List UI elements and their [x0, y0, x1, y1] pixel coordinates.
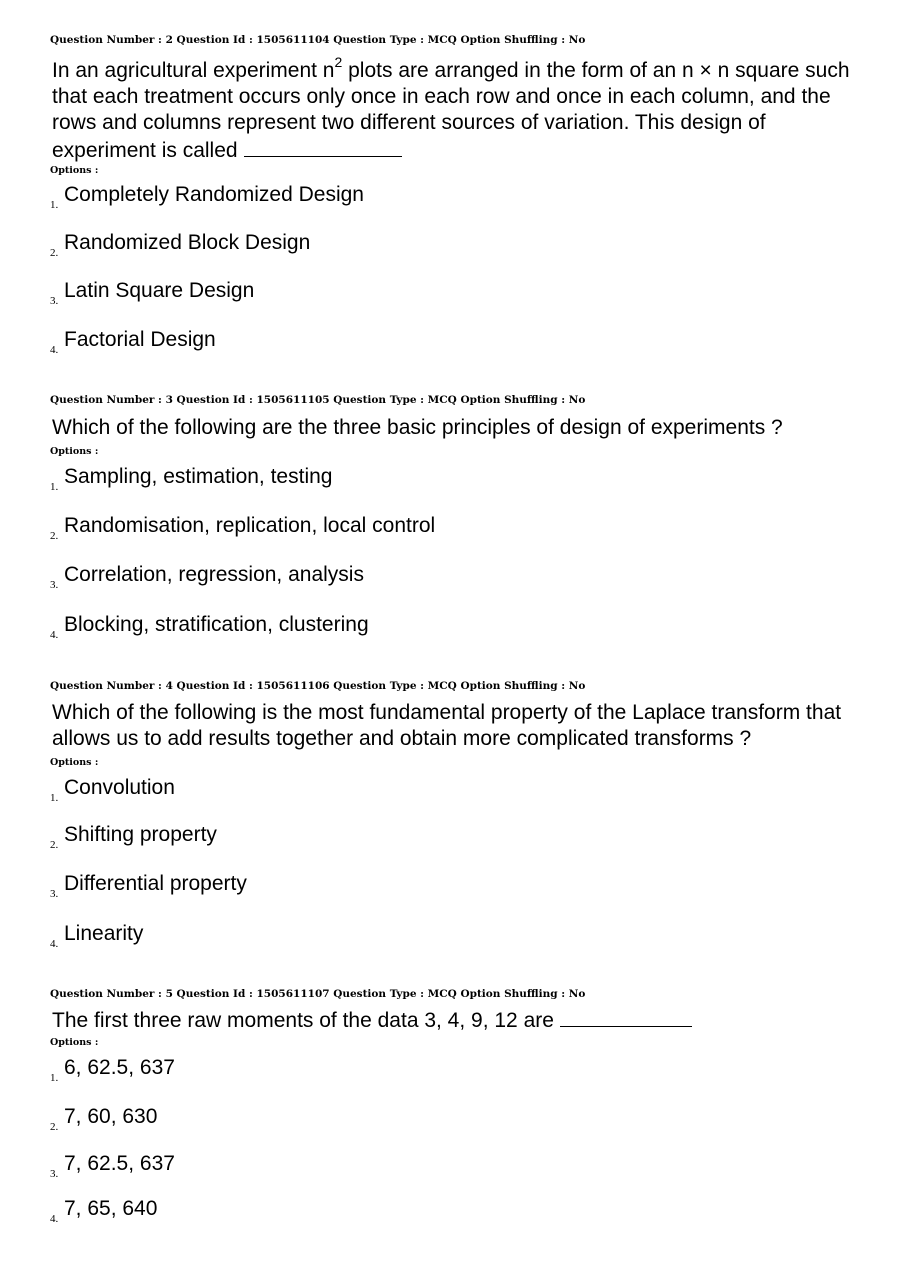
option-text: Factorial Design — [64, 328, 216, 351]
option-number: 4. — [50, 629, 59, 641]
superscript: 2 — [334, 54, 343, 70]
option-number: 2. — [50, 1121, 59, 1133]
question-text-part1: In an agricultural experiment n — [52, 59, 335, 82]
option-number: 2. — [50, 247, 59, 259]
option-text: Convolution — [64, 776, 175, 799]
options-label: Options : — [50, 165, 99, 176]
option-text: 7, 65, 640 — [64, 1197, 158, 1220]
option-number: 1. — [50, 481, 59, 493]
option-text: Latin Square Design — [64, 279, 255, 302]
question-text — [52, 1006, 852, 1034]
option-number: 3. — [50, 888, 59, 900]
question-header: Question Number : 3 Question Id : 1505611105 Question Type : MCQ Option Shuffling : No — [50, 394, 586, 406]
option-number: 1. — [50, 1072, 59, 1084]
option-text: Randomized Block Design — [64, 231, 311, 254]
options-label: Options : — [50, 446, 99, 457]
option-number: 1. — [50, 199, 59, 211]
option-number: 2. — [50, 839, 59, 851]
question-text: Which of the following are the three basic principles of design of experiments ? — [52, 416, 783, 439]
question-text: Which of the following is the most fundamental property of the Laplace transform that allows us to add results together and obtain more complicated transforms ? — [52, 701, 842, 750]
question-text — [52, 54, 852, 164]
option-number: 3. — [50, 1168, 59, 1180]
option-text: Randomisation, replication, local control — [64, 514, 436, 537]
options-label: Options : — [50, 757, 99, 768]
option-number: 4. — [50, 344, 59, 356]
option-number: 3. — [50, 579, 59, 591]
option-text: Sampling, estimation, testing — [64, 465, 333, 488]
question-text-main: The first three raw moments of the data 3, 4, 9, 12 are — [52, 1009, 554, 1032]
question-header: Question Number : 4 Question Id : 1505611106 Question Type : MCQ Option Shuffling : No — [50, 680, 586, 692]
option-text: Blocking, stratification, clustering — [64, 613, 369, 636]
option-number: 2. — [50, 530, 59, 542]
option-number: 1. — [50, 792, 59, 804]
options-label: Options : — [50, 1037, 99, 1048]
option-text: Shifting property — [64, 823, 217, 846]
answer-blank — [560, 1006, 692, 1027]
option-text: 7, 62.5, 637 — [64, 1152, 175, 1175]
option-text: 7, 60, 630 — [64, 1105, 158, 1128]
option-number: 3. — [50, 295, 59, 307]
option-text: Correlation, regression, analysis — [64, 563, 364, 586]
question-header: Question Number : 2 Question Id : 1505611104 Question Type : MCQ Option Shuffling : No — [50, 34, 586, 46]
option-text: Linearity — [64, 922, 144, 945]
question-text-part2: plots are arranged in the form of an n × n square such that each treatment occurs only once in each row and once in each column, and the rows and columns represent two different sources of variation. This design of experiment is called — [52, 59, 850, 162]
option-number: 4. — [50, 938, 59, 950]
option-text: Completely Randomized Design — [64, 183, 364, 206]
option-text: 6, 62.5, 637 — [64, 1056, 175, 1079]
answer-blank — [244, 136, 402, 157]
question-header: Question Number : 5 Question Id : 1505611107 Question Type : MCQ Option Shuffling : No — [50, 988, 586, 1000]
option-number: 4. — [50, 1213, 59, 1225]
option-text: Differential property — [64, 872, 247, 895]
